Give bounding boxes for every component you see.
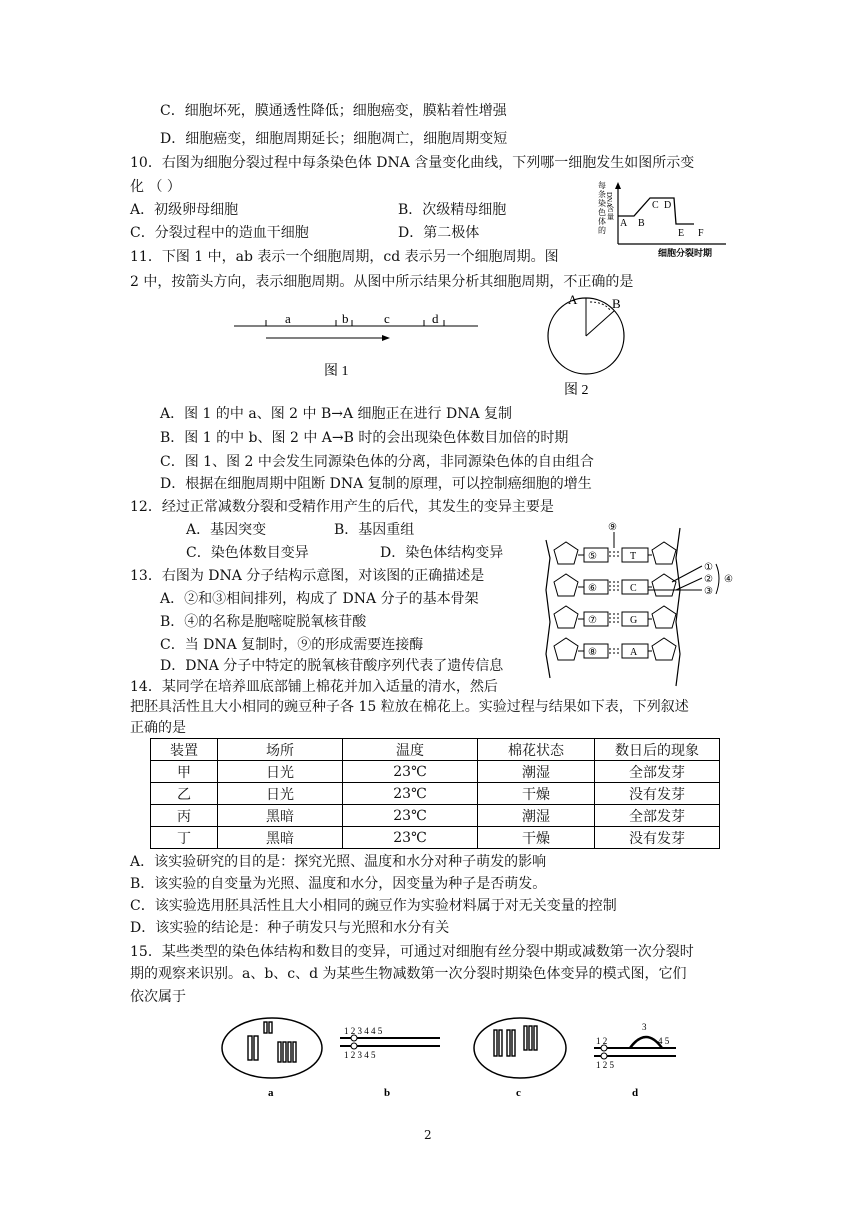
- fig2-label-b: B: [612, 296, 621, 311]
- q15-figure: [218, 1016, 688, 1100]
- table-cell: 23℃: [343, 805, 478, 827]
- fig15-b-bottom: 1 2 3 4 5: [344, 1050, 376, 1060]
- table-cell: 23℃: [343, 761, 478, 783]
- dna-right-num-1: ①: [704, 562, 713, 573]
- graph-point-d: D: [664, 200, 672, 211]
- fig1-label-a: a: [285, 311, 291, 326]
- q11-option-c: C．图 1、图 2 中会发生同源染色体的分离，非同源染色体的自由组合: [160, 454, 594, 470]
- q15-stem-cont2: 依次属于: [130, 989, 186, 1005]
- q13-dna-diagram: [530, 518, 740, 694]
- q10-dna-graph: [586, 178, 736, 258]
- table-header: 场所: [218, 739, 343, 761]
- dna-left-num-5: ⑤: [588, 551, 597, 562]
- dna-left-num-7: ⑦: [588, 615, 597, 626]
- fig15-d-right: 4 5: [658, 1036, 670, 1046]
- fig15-b-top: 1 2 3 4 4 5: [344, 1026, 383, 1036]
- table-row: [151, 805, 720, 827]
- q11-option-d: D．根据在细胞周期中阻断 DNA 复制的原理，可以控制癌细胞的增生: [160, 476, 592, 492]
- graph-ylabel-5: 体: [598, 217, 606, 226]
- graph-ylabel2-3: 量: [607, 213, 614, 221]
- fig15-label-a: a: [268, 1087, 274, 1099]
- table-cell: 黑暗: [218, 805, 343, 827]
- graph-point-a: A: [620, 218, 628, 229]
- q14-stem-cont2: 正确的是: [130, 720, 186, 736]
- graph-point-c: C: [652, 200, 659, 211]
- table-cell: 乙: [151, 783, 218, 805]
- dna-right-num-3: ③: [704, 586, 713, 597]
- q12-option-a: A．基因突变: [186, 522, 267, 538]
- q10-option-a: A．初级卵母细胞: [130, 202, 239, 218]
- dna-base-t: T: [630, 551, 637, 562]
- q12-option-b: B．基因重组: [334, 522, 415, 538]
- page-number: 2: [424, 1128, 432, 1142]
- table-cell: 干燥: [478, 827, 595, 849]
- dna-base-c: C: [630, 583, 637, 594]
- table-cell: 日光: [218, 761, 343, 783]
- q13-option-c: C．当 DNA 复制时，⑨的形成需要连接酶: [160, 637, 424, 653]
- q13-option-d: D．DNA 分子中特定的脱氧核苷酸序列代表了遗传信息: [160, 658, 504, 674]
- table-cell: 甲: [151, 761, 218, 783]
- q14-stem-cont: 把胚具活性且大小相同的豌豆种子各 15 粒放在棉花上。实验过程与结果如下表，下列叙述: [130, 699, 689, 715]
- table-cell: 潮湿: [478, 805, 595, 827]
- fig1-label-d: d: [432, 311, 439, 326]
- table-cell: 日光: [218, 783, 343, 805]
- q12-stem: 12．经过正常减数分裂和受精作用产生的后代，其发生的变异主要是: [130, 499, 554, 515]
- q9-option-c: C．细胞坏死，膜通透性降低；细胞癌变，膜粘着性增强: [160, 103, 507, 119]
- fig15-d-loop: 3: [642, 1022, 647, 1032]
- table-cell: 没有发芽: [595, 827, 720, 849]
- q14-option-b: B．该实验的自变量为光照、温度和水分，因变量为种子是否萌发。: [130, 876, 547, 892]
- q12-option-c: C．染色体数目变异: [186, 545, 309, 561]
- q11-stem-cont: 2 中，按箭头方向，表示细胞周期。从图中所示结果分析其细胞周期，不正确的是: [130, 274, 634, 290]
- table-header-row: [151, 739, 720, 761]
- dna-right-num-4: ④: [724, 574, 733, 585]
- dna-left-num-8: ⑧: [588, 647, 597, 658]
- fig2-label-a: A: [568, 292, 578, 307]
- q11-stem: 11．下图 1 中，ab 表示一个细胞周期，cd 表示另一个细胞周期。图: [130, 249, 559, 265]
- table-header: 装置: [151, 739, 218, 761]
- q10-option-c: C．分裂过程中的造血干细胞: [130, 225, 309, 241]
- graph-point-b: B: [638, 218, 645, 229]
- fig15-label-c: c: [516, 1087, 521, 1099]
- graph-ylabel2-1: DNA: [605, 192, 613, 208]
- table-cell: 丁: [151, 827, 218, 849]
- table-cell: 23℃: [343, 783, 478, 805]
- table-cell: 全部发芽: [595, 761, 720, 783]
- dna-base-a: A: [630, 647, 638, 658]
- table-cell: 干燥: [478, 783, 595, 805]
- q11-figure-1: [230, 308, 490, 388]
- table-cell: 黑暗: [218, 827, 343, 849]
- q13-option-a: A．②和③相间排列，构成了 DNA 分子的基本骨架: [160, 591, 479, 607]
- graph-point-f: F: [698, 228, 704, 239]
- table-row: [151, 761, 720, 783]
- graph-ylabel-6: 的: [598, 226, 606, 235]
- q13-option-b: B．④的名称是胞嘧啶脱氧核苷酸: [160, 614, 367, 630]
- table-header: 温度: [343, 739, 478, 761]
- q15-stem: 15．某些类型的染色体结构和数目的变异，可通过对细胞有丝分裂中期或减数第一次分裂时: [130, 944, 694, 960]
- experiment-table: [150, 738, 720, 849]
- fig15-label-b: b: [384, 1087, 391, 1099]
- table-cell: 全部发芽: [595, 805, 720, 827]
- q11-option-b: B．图 1 的中 b、图 2 中 A→B 时的会出现染色体数目加倍的时期: [160, 430, 569, 446]
- graph-point-e: E: [678, 228, 685, 239]
- fig15-label-d: d: [632, 1087, 639, 1099]
- q14-stem: 14．某同学在培养皿底部铺上棉花并加入适量的清水，然后: [130, 679, 498, 695]
- graph-ylabel2-2: 含: [607, 205, 614, 213]
- q12-option-d: D．染色体结构变异: [380, 545, 504, 561]
- table-row: [151, 783, 720, 805]
- q10-stem: 10．右图为细胞分裂过程中每条染色体 DNA 含量变化曲线，下列哪一细胞发生如图所示变: [130, 155, 695, 171]
- fig15-d-top: 1 2: [596, 1036, 608, 1046]
- table-header: 棉花状态: [478, 739, 595, 761]
- table-row: [151, 827, 720, 849]
- graph-ylabel-2: 条: [598, 190, 606, 199]
- fig15-d-bottom: 1 2 5: [596, 1060, 614, 1070]
- q14-option-d: D．该实验的结论是：种子萌发只与光照和水分有关: [130, 920, 450, 936]
- dna-base-g: G: [630, 615, 638, 626]
- table-header: 数日后的现象: [595, 739, 720, 761]
- fig1-caption: 图 1: [324, 364, 349, 379]
- graph-ylabel-3: 染: [598, 199, 606, 208]
- table-cell: 没有发芽: [595, 783, 720, 805]
- graph-ylabel-4: 色: [598, 208, 606, 217]
- q14-option-a: A．该实验研究的目的是：探究光照、温度和水分对种子萌发的影响: [130, 854, 547, 870]
- dna-right-num-2: ②: [704, 574, 713, 585]
- fig1-label-c: c: [384, 311, 390, 326]
- q13-stem: 13．右图为 DNA 分子结构示意图，对该图的正确描述是: [130, 568, 485, 584]
- q11-figure-2: [546, 288, 656, 400]
- fig1-label-b: b: [342, 311, 349, 326]
- q15-stem-cont: 期的观察来识别。a、b、c、d 为某些生物减数第一次分裂时期染色体变异的模式图，它们: [130, 966, 687, 982]
- dna-top-num-9: ⑨: [608, 522, 617, 533]
- table-cell: 潮湿: [478, 761, 595, 783]
- fig2-caption: 图 2: [564, 383, 589, 398]
- dna-left-num-6: ⑥: [588, 583, 597, 594]
- q10-option-b: B．次级精母细胞: [398, 202, 507, 218]
- q10-option-d: D．第二极体: [398, 225, 480, 241]
- q11-option-a: A．图 1 的中 a、图 2 中 B→A 细胞正在进行 DNA 复制: [160, 406, 513, 422]
- graph-ylabel-1: 每: [598, 181, 606, 190]
- q14-option-c: C．该实验选用胚具活性且大小相同的豌豆作为实验材料属于对无关变量的控制: [130, 898, 617, 914]
- q9-option-d: D．细胞癌变，细胞周期延长；细胞凋亡，细胞周期变短: [160, 131, 508, 147]
- table-cell: 23℃: [343, 827, 478, 849]
- q10-stem-cont: 化 （ ）: [130, 179, 181, 195]
- table-cell: 丙: [151, 805, 218, 827]
- graph-xlabel: 细胞分裂时期: [658, 248, 713, 258]
